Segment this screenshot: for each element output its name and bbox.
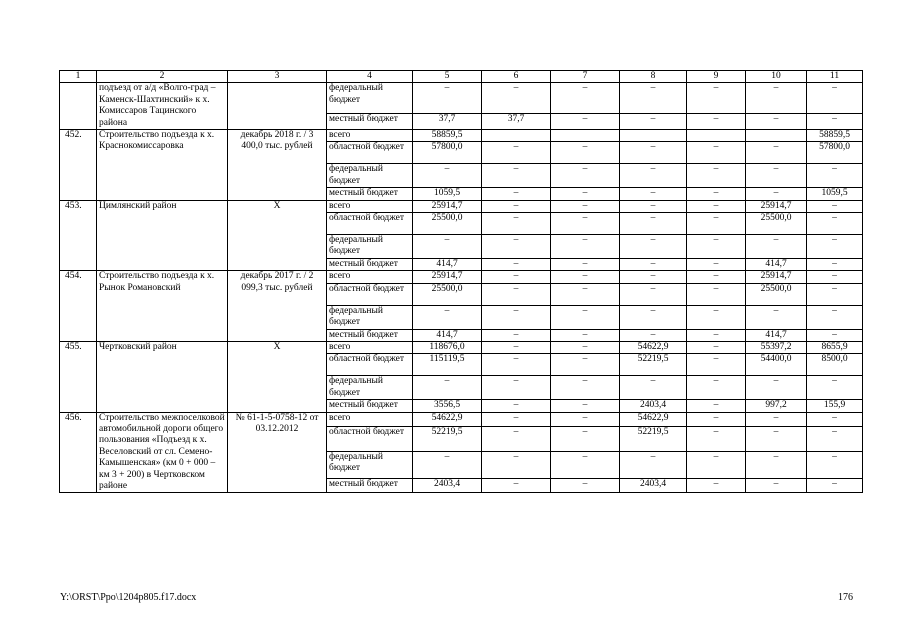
header-row: [60, 71, 863, 83]
amount-cell: –: [551, 329, 620, 341]
amount-cell: 57800,0: [413, 142, 482, 164]
amount-cell: –: [413, 164, 482, 188]
amount-cell: 52219,5: [620, 426, 687, 451]
amount-cell: 25500,0: [413, 283, 482, 305]
amount-cell: 25914,7: [413, 200, 482, 212]
amount-cell: –: [620, 200, 687, 212]
item-deadline: декабрь 2018 г. / 3 400,0 тыс. рублей: [228, 130, 327, 201]
amount-cell: 2403,4: [413, 479, 482, 493]
column-header: 6: [482, 71, 551, 83]
amount-cell: –: [551, 426, 620, 451]
amount-cell: –: [482, 426, 551, 451]
item-deadline: [228, 83, 327, 130]
amount-cell: –: [620, 271, 687, 283]
amount-cell: –: [687, 258, 746, 270]
amount-cell: –: [482, 479, 551, 493]
amount-cell: –: [687, 188, 746, 200]
amount-cell: –: [687, 451, 746, 478]
amount-cell: –: [482, 400, 551, 412]
column-header: 2: [97, 71, 228, 83]
funding-source: федеральный бюджет: [327, 83, 413, 114]
amount-cell: 54400,0: [746, 354, 807, 376]
funding-source: федеральный бюджет: [327, 451, 413, 478]
column-header: 4: [327, 71, 413, 83]
amount-cell: –: [687, 114, 746, 130]
file-path: Y:\ORST\Ppo\1204p805.f17.docx: [60, 592, 197, 603]
item-number: 453.: [60, 200, 97, 271]
amount-cell: –: [620, 376, 687, 400]
amount-cell: –: [551, 451, 620, 478]
amount-cell: 37,7: [482, 114, 551, 130]
amount-cell: –: [746, 451, 807, 478]
amount-cell: –: [551, 376, 620, 400]
amount-cell: –: [807, 114, 863, 130]
budget-table: [59, 70, 863, 493]
amount-cell: –: [482, 354, 551, 376]
amount-cell: –: [482, 164, 551, 188]
funding-source: областной бюджет: [327, 213, 413, 235]
amount-cell: –: [746, 142, 807, 164]
amount-cell: 414,7: [413, 329, 482, 341]
column-header: 7: [551, 71, 620, 83]
amount-cell: –: [620, 329, 687, 341]
amount-cell: –: [746, 235, 807, 259]
item-name: Строительство подъезда к х. Краснокомиссаровка: [97, 130, 228, 201]
column-header: 9: [687, 71, 746, 83]
amount-cell: 25500,0: [413, 213, 482, 235]
item-deadline: Х: [228, 200, 327, 271]
amount-cell: 118676,0: [413, 341, 482, 353]
item-name: Чертковский район: [97, 341, 228, 412]
amount-cell: –: [551, 412, 620, 426]
amount-cell: –: [687, 271, 746, 283]
amount-cell: –: [746, 412, 807, 426]
funding-source: местный бюджет: [327, 114, 413, 130]
amount-cell: –: [687, 400, 746, 412]
amount-cell: 54622,9: [413, 412, 482, 426]
amount-cell: –: [482, 451, 551, 478]
amount-cell: –: [687, 235, 746, 259]
amount-cell: –: [807, 376, 863, 400]
amount-cell: [620, 130, 687, 142]
table-row: [60, 412, 863, 426]
item-number: 454.: [60, 271, 97, 342]
amount-cell: –: [807, 258, 863, 270]
funding-source: местный бюджет: [327, 329, 413, 341]
funding-source: всего: [327, 412, 413, 426]
page-number: 176: [838, 592, 853, 603]
item-number: 452.: [60, 130, 97, 201]
amount-cell: 2403,4: [620, 400, 687, 412]
funding-source: областной бюджет: [327, 426, 413, 451]
amount-cell: 37,7: [413, 114, 482, 130]
amount-cell: –: [687, 213, 746, 235]
funding-source: областной бюджет: [327, 142, 413, 164]
amount-cell: –: [620, 83, 687, 114]
amount-cell: –: [807, 329, 863, 341]
amount-cell: –: [482, 412, 551, 426]
amount-cell: –: [746, 305, 807, 329]
amount-cell: –: [482, 258, 551, 270]
table-row: [60, 83, 863, 114]
amount-cell: 414,7: [746, 329, 807, 341]
amount-cell: –: [482, 329, 551, 341]
amount-cell: –: [413, 305, 482, 329]
amount-cell: 155,9: [807, 400, 863, 412]
amount-cell: –: [807, 412, 863, 426]
amount-cell: –: [551, 305, 620, 329]
amount-cell: –: [687, 412, 746, 426]
amount-cell: –: [807, 213, 863, 235]
amount-cell: –: [807, 164, 863, 188]
amount-cell: [746, 130, 807, 142]
amount-cell: –: [482, 213, 551, 235]
amount-cell: –: [551, 271, 620, 283]
column-header: 5: [413, 71, 482, 83]
amount-cell: –: [807, 271, 863, 283]
amount-cell: –: [620, 164, 687, 188]
funding-source: всего: [327, 341, 413, 353]
amount-cell: 57800,0: [807, 142, 863, 164]
amount-cell: –: [687, 142, 746, 164]
amount-cell: –: [807, 479, 863, 493]
funding-source: всего: [327, 271, 413, 283]
amount-cell: 1059,5: [413, 188, 482, 200]
amount-cell: 58859,5: [807, 130, 863, 142]
table-row: [60, 271, 863, 283]
amount-cell: 52219,5: [413, 426, 482, 451]
amount-cell: –: [551, 400, 620, 412]
funding-source: местный бюджет: [327, 258, 413, 270]
funding-source: всего: [327, 200, 413, 212]
item-number: 455.: [60, 341, 97, 412]
amount-cell: [482, 130, 551, 142]
item-name: Цимлянский район: [97, 200, 228, 271]
amount-cell: –: [413, 235, 482, 259]
amount-cell: –: [551, 354, 620, 376]
amount-cell: 25914,7: [413, 271, 482, 283]
amount-cell: 8655,9: [807, 341, 863, 353]
amount-cell: 54622,9: [620, 341, 687, 353]
amount-cell: –: [687, 354, 746, 376]
amount-cell: –: [551, 258, 620, 270]
amount-cell: –: [807, 200, 863, 212]
amount-cell: –: [620, 114, 687, 130]
column-header: 11: [807, 71, 863, 83]
amount-cell: –: [746, 114, 807, 130]
table-row: [60, 341, 863, 353]
amount-cell: –: [482, 235, 551, 259]
amount-cell: –: [551, 341, 620, 353]
amount-cell: –: [482, 200, 551, 212]
amount-cell: –: [551, 83, 620, 114]
amount-cell: –: [482, 271, 551, 283]
amount-cell: 3556,5: [413, 400, 482, 412]
amount-cell: –: [746, 164, 807, 188]
amount-cell: –: [620, 283, 687, 305]
amount-cell: –: [413, 376, 482, 400]
amount-cell: 55397,2: [746, 341, 807, 353]
amount-cell: –: [807, 235, 863, 259]
funding-source: местный бюджет: [327, 479, 413, 493]
amount-cell: 25914,7: [746, 271, 807, 283]
funding-source: местный бюджет: [327, 188, 413, 200]
amount-cell: –: [482, 283, 551, 305]
amount-cell: –: [687, 283, 746, 305]
funding-source: федеральный бюджет: [327, 376, 413, 400]
funding-source: областной бюджет: [327, 354, 413, 376]
amount-cell: [551, 130, 620, 142]
amount-cell: –: [807, 426, 863, 451]
item-name: Строительство межпоселковой автомобильной дороги общего пользования «Подъезд к х. Веселовский от сл. Семено-Камышенская» (км 0 + 000 – км 3 + 200) в Чертковском районе: [97, 412, 228, 493]
amount-cell: –: [746, 479, 807, 493]
amount-cell: –: [482, 376, 551, 400]
amount-cell: –: [620, 258, 687, 270]
amount-cell: –: [551, 283, 620, 305]
amount-cell: –: [687, 305, 746, 329]
amount-cell: –: [620, 451, 687, 478]
amount-cell: –: [551, 213, 620, 235]
amount-cell: –: [413, 451, 482, 478]
amount-cell: 414,7: [413, 258, 482, 270]
funding-source: федеральный бюджет: [327, 305, 413, 329]
item-number: 456.: [60, 412, 97, 493]
column-header: 8: [620, 71, 687, 83]
amount-cell: –: [687, 479, 746, 493]
amount-cell: –: [687, 200, 746, 212]
amount-cell: 58859,5: [413, 130, 482, 142]
funding-source: федеральный бюджет: [327, 235, 413, 259]
amount-cell: –: [551, 164, 620, 188]
column-header: 10: [746, 71, 807, 83]
item-number: [60, 83, 97, 130]
amount-cell: 997,2: [746, 400, 807, 412]
amount-cell: –: [620, 235, 687, 259]
item-deadline: Х: [228, 341, 327, 412]
amount-cell: 8500,0: [807, 354, 863, 376]
funding-source: всего: [327, 130, 413, 142]
amount-cell: –: [746, 376, 807, 400]
table-row: [60, 200, 863, 212]
amount-cell: –: [620, 213, 687, 235]
amount-cell: –: [687, 83, 746, 114]
amount-cell: –: [551, 235, 620, 259]
funding-source: местный бюджет: [327, 400, 413, 412]
amount-cell: –: [807, 305, 863, 329]
amount-cell: –: [482, 305, 551, 329]
amount-cell: –: [551, 479, 620, 493]
amount-cell: –: [413, 83, 482, 114]
amount-cell: –: [687, 341, 746, 353]
amount-cell: –: [482, 341, 551, 353]
amount-cell: –: [807, 83, 863, 114]
amount-cell: 414,7: [746, 258, 807, 270]
amount-cell: 1059,5: [807, 188, 863, 200]
funding-source: федеральный бюджет: [327, 164, 413, 188]
amount-cell: 25500,0: [746, 283, 807, 305]
amount-cell: –: [620, 305, 687, 329]
item-name: Строительство подъезда к х. Рынок Романовский: [97, 271, 228, 342]
amount-cell: –: [620, 188, 687, 200]
amount-cell: –: [482, 83, 551, 114]
amount-cell: –: [620, 142, 687, 164]
item-name: подъезд от а/д «Волго-град – Каменск-Шахтинский» к х. Комиссаров Тацинского района: [97, 83, 228, 130]
amount-cell: 115119,5: [413, 354, 482, 376]
amount-cell: –: [551, 200, 620, 212]
amount-cell: –: [687, 164, 746, 188]
amount-cell: –: [482, 188, 551, 200]
funding-source: областной бюджет: [327, 283, 413, 305]
amount-cell: –: [687, 376, 746, 400]
amount-cell: [687, 130, 746, 142]
amount-cell: –: [807, 451, 863, 478]
amount-cell: 54622,9: [620, 412, 687, 426]
item-deadline: № 61-1-5-0758-12 от 03.12.2012: [228, 412, 327, 493]
column-header: 1: [60, 71, 97, 83]
amount-cell: –: [746, 426, 807, 451]
amount-cell: –: [482, 142, 551, 164]
amount-cell: –: [551, 114, 620, 130]
amount-cell: –: [551, 142, 620, 164]
amount-cell: –: [807, 283, 863, 305]
table-row: [60, 130, 863, 142]
amount-cell: 25500,0: [746, 213, 807, 235]
amount-cell: –: [687, 329, 746, 341]
item-deadline: декабрь 2017 г. / 2 099,3 тыс. рублей: [228, 271, 327, 342]
column-header: 3: [228, 71, 327, 83]
amount-cell: 2403,4: [620, 479, 687, 493]
amount-cell: 52219,5: [620, 354, 687, 376]
amount-cell: –: [551, 188, 620, 200]
amount-cell: 25914,7: [746, 200, 807, 212]
amount-cell: –: [746, 188, 807, 200]
amount-cell: –: [746, 83, 807, 114]
amount-cell: –: [687, 426, 746, 451]
